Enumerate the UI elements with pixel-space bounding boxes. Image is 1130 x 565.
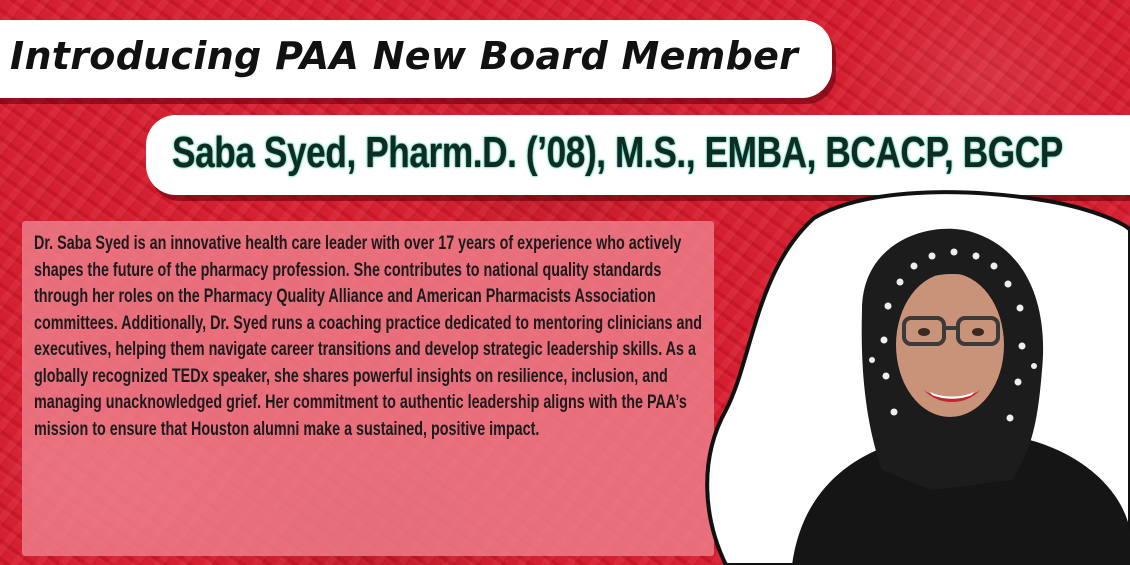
portrait-photo xyxy=(682,190,1130,565)
bio-text: Dr. Saba Syed is an innovative health care leader with over 17 years of experience who actively shapes the future of the pharmacy profession. She contributes to national quality standards through her roles on the Pharmacy Quality Alliance and American Pharmacists Association committees. Additionally, Dr. Syed runs a coaching practice dedicated to mentoring clinicians and executives, helping them navigate career transitions and develop strategic leadership skills. As a globally recognized TEDx speaker, she shares powerful insights on resilience, inclusion, and managing unacknowledged grief. Her commitment to authentic leadership aligns with the PAA’s mission to ensure that Houston alumni make a sustained, positive impact. xyxy=(34,233,702,440)
bio-panel xyxy=(22,221,714,556)
page-title: Introducing PAA New Board Member xyxy=(10,34,799,78)
name-banner xyxy=(146,115,1130,195)
title-banner xyxy=(0,20,832,98)
portrait-frame xyxy=(682,190,1130,565)
member-name: Saba Syed, Pharm.D. (’08), M.S., EMBA, BCACP, BGCP xyxy=(172,128,1063,177)
